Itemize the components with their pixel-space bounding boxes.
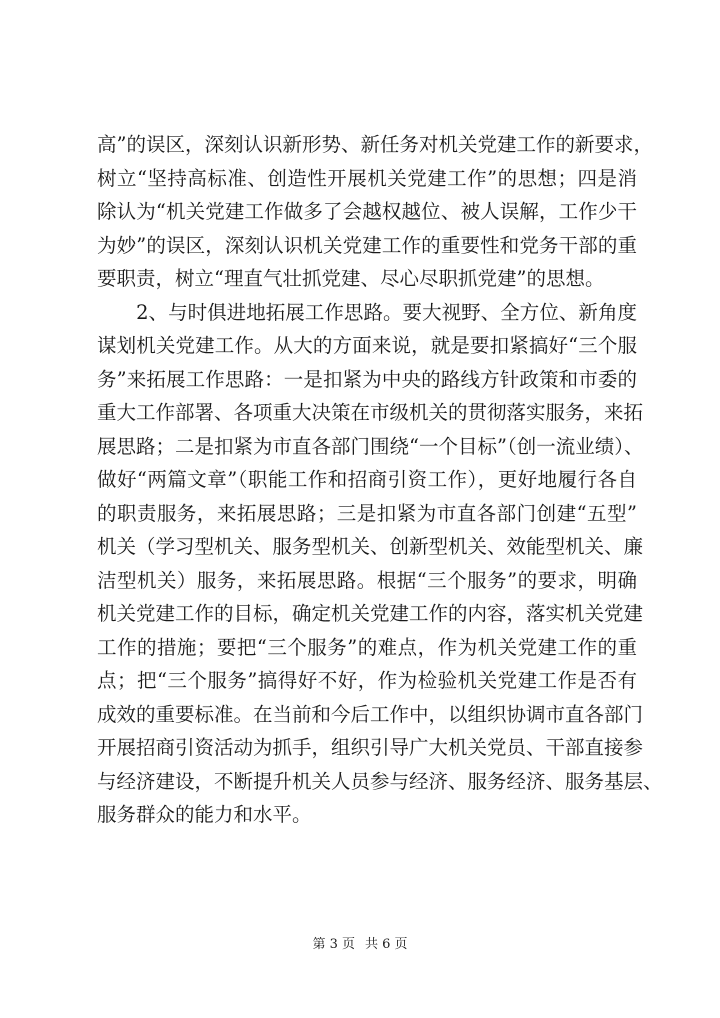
text-line: 除认为“机关党建工作做多了会越权越位、被人误解，工作少干 bbox=[97, 200, 637, 223]
text-line: 2、与时俱进地拓展工作思路。要大视野、全方位、新角度 bbox=[97, 300, 637, 324]
text-line: 要职责，树立“理直气壮抓党建、尽心尽职抓党建”的思想。 bbox=[97, 267, 605, 290]
text-line: 高”的误区，深刻认识新形势、新任务对机关党建工作的新要求， bbox=[97, 133, 653, 156]
text-line: 为妙”的误区，深刻认识机关党建工作的重要性和党务干部的重 bbox=[97, 233, 637, 257]
text-line: 与经济建设，不断提升机关人员参与经济、服务经济、服务基层、 bbox=[97, 769, 663, 793]
text-line: 点；把“三个服务”搞得好不好，作为检验机关党建工作是否有 bbox=[97, 669, 637, 692]
text-line: 开展招商引资活动为抓手，组织引导广大机关党员、干部直接参 bbox=[97, 736, 644, 759]
text-line: 务”来拓展工作思路：一是扣紧为中央的路线方针政策和市委的 bbox=[97, 367, 637, 391]
text-line: 重大工作部署、各项重大决策在市级机关的贯彻落实服务，来拓 bbox=[97, 401, 644, 424]
text-line: 洁型机关）服务，来拓展思路。根据“三个服务”的要求，明确 bbox=[97, 568, 637, 592]
text-line: 机关党建工作的目标，确定机关党建工作的内容，落实机关党建 bbox=[97, 602, 644, 625]
text-line: 的职责服务，来拓展思路；三是扣紧为市直各部门创建“五型” bbox=[97, 501, 637, 525]
text-line: 服务群众的能力和水平。 bbox=[97, 803, 312, 826]
text-line: 树立“坚持高标准、创造性开展机关党建工作”的思想；四是消 bbox=[97, 166, 637, 190]
body-text bbox=[97, 128, 663, 832]
page-footer bbox=[0, 936, 720, 954]
text-line: 谋划机关党建工作。从大的方面来说，就是要扣紧搞好“三个服 bbox=[97, 334, 637, 357]
text-line: 机关（学习型机关、服务型机关、创新型机关、效能型机关、廉 bbox=[97, 535, 644, 558]
page-number: 第 3 页 bbox=[312, 937, 355, 952]
text-line: 工作的措施；要把“三个服务”的难点，作为机关党建工作的重 bbox=[97, 635, 637, 659]
text-line: 成效的重要标准。在当前和今后工作中，以组织协调市直各部门 bbox=[97, 702, 644, 726]
text-line: 展思路；二是扣紧为市直各部门围绕“一个目标”（创一流业绩）、 bbox=[97, 434, 644, 458]
text-line: 做好“两篇文章”（职能工作和招商引资工作），更好地履行各自 bbox=[97, 468, 637, 491]
page-total: 共 6 页 bbox=[365, 937, 408, 952]
